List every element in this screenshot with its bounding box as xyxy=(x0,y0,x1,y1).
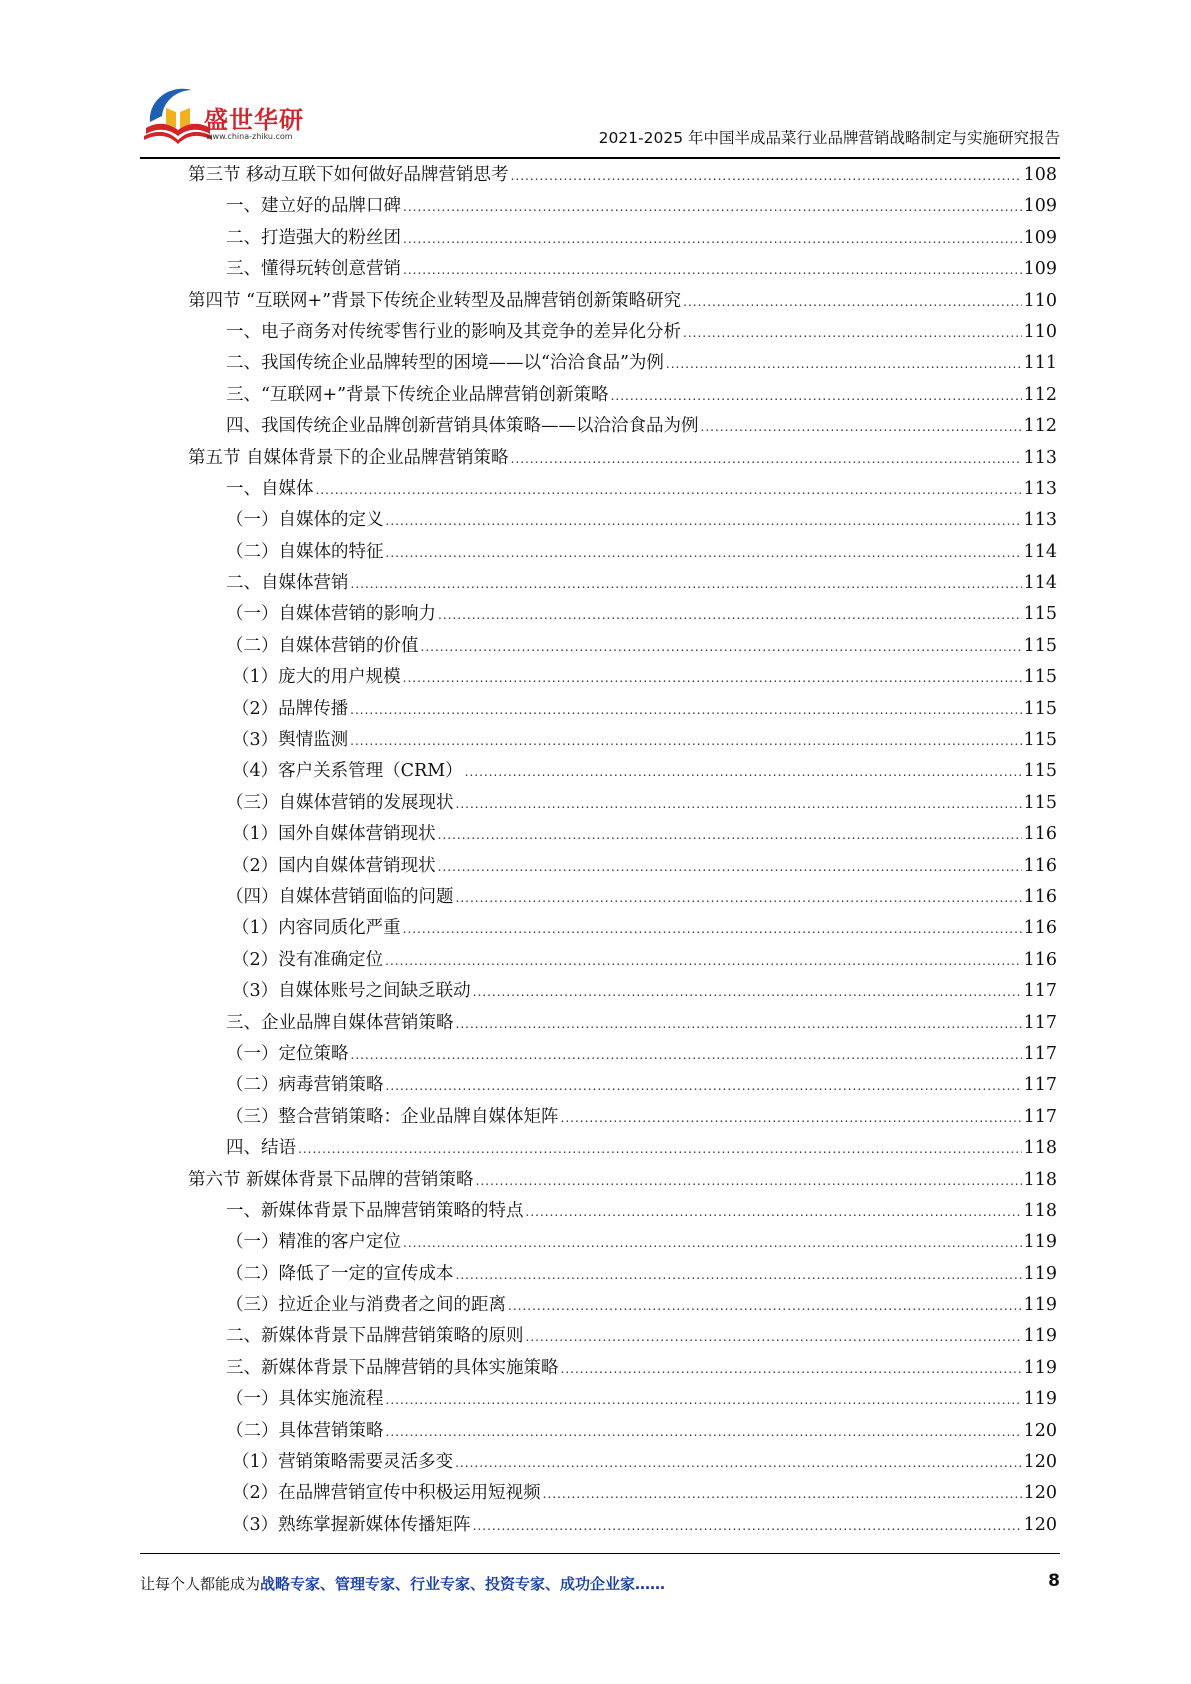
toc-entry-page: 119 xyxy=(1023,1295,1057,1316)
toc-entry[interactable] xyxy=(188,819,1057,850)
footer-slogan-prefix: 让每个人都能成为 xyxy=(140,1575,261,1593)
toc-entry[interactable] xyxy=(188,443,1057,474)
toc-entry-label: 三、“互联网+”背景下传统企业品牌营销创新策略 xyxy=(226,384,609,405)
toc-entry-label: （一）定位策略 xyxy=(226,1043,349,1064)
toc-dot-leader xyxy=(316,475,1022,506)
toc-dot-leader xyxy=(438,600,1022,631)
toc-entry[interactable] xyxy=(188,317,1057,348)
toc-entry[interactable] xyxy=(188,474,1057,505)
toc-entry[interactable] xyxy=(188,505,1057,536)
toc-entry-page: 117 xyxy=(1023,981,1057,1002)
toc-entry[interactable] xyxy=(188,599,1057,630)
toc-dot-leader xyxy=(386,1417,1022,1448)
toc-dot-leader xyxy=(351,1040,1022,1071)
toc-entry[interactable] xyxy=(188,191,1057,222)
toc-entry-page: 116 xyxy=(1023,918,1057,939)
report-title: 2021-2025 年中国半成品菜行业品牌营销战略制定与实施研究报告 xyxy=(598,129,1060,147)
footer-divider xyxy=(140,1553,1060,1554)
toc-entry-label: 一、建立好的品牌口碑 xyxy=(226,196,401,217)
footer-slogan xyxy=(140,1573,665,1594)
toc-entry[interactable] xyxy=(188,788,1057,819)
toc-entry-page: 117 xyxy=(1023,1075,1057,1096)
toc-entry[interactable] xyxy=(188,1165,1057,1196)
toc-dot-leader xyxy=(456,789,1022,820)
toc-entry[interactable] xyxy=(188,1039,1057,1070)
toc-dot-leader xyxy=(456,1260,1022,1291)
toc-dot-leader xyxy=(403,1228,1022,1259)
toc-dot-leader xyxy=(350,695,1021,726)
toc-entry-label: （3）自媒体账号之间缺乏联动 xyxy=(232,981,471,1002)
toc-dot-leader xyxy=(350,726,1021,757)
toc-entry-label: 一、电子商务对传统零售行业的影响及其竞争的差异化分析 xyxy=(226,321,681,342)
toc-entry-label: 第四节 “互联网+”背景下传统企业转型及品牌营销创新策略研究 xyxy=(188,290,682,311)
toc-entry-label: （三）自媒体营销的发展现状 xyxy=(226,792,454,813)
toc-dot-leader xyxy=(701,412,1022,443)
toc-dot-leader xyxy=(403,224,1022,255)
toc-entry-page: 114 xyxy=(1023,573,1057,594)
toc-entry-page: 115 xyxy=(1023,604,1057,625)
toc-entry-label: 二、我国传统企业品牌转型的困境——以“洽洽食品”为例 xyxy=(226,353,664,374)
toc-entry-page: 108 xyxy=(1023,165,1057,185)
toc-entry[interactable] xyxy=(188,976,1057,1007)
toc-entry-page: 115 xyxy=(1023,792,1057,813)
toc-entry[interactable] xyxy=(188,160,1057,191)
toc-entry-label: （二）自媒体营销的价值 xyxy=(226,635,419,656)
toc-dot-leader xyxy=(456,1009,1022,1040)
toc-entry-page: 114 xyxy=(1023,541,1057,562)
toc-entry-label: （一）具体实施流程 xyxy=(226,1389,384,1410)
toc-dot-leader xyxy=(298,1134,1022,1165)
toc-entry[interactable] xyxy=(188,1384,1057,1415)
toc-entry[interactable] xyxy=(188,568,1057,599)
toc-entry-page: 120 xyxy=(1023,1420,1057,1441)
toc-entry-page: 117 xyxy=(1023,1012,1057,1033)
toc-dot-leader xyxy=(421,632,1022,663)
toc-entry-label: （2）品牌传播 xyxy=(232,698,349,719)
toc-entry-page: 113 xyxy=(1023,478,1057,499)
toc-entry-page: 116 xyxy=(1023,855,1057,876)
toc-entry-page: 120 xyxy=(1023,1483,1057,1504)
toc-entry-page: 115 xyxy=(1023,667,1057,688)
toc-entry-page: 119 xyxy=(1023,1232,1057,1253)
toc-entry-label: （一）自媒体的定义 xyxy=(226,510,384,531)
toc-entry[interactable] xyxy=(188,1447,1057,1478)
toc-entry-label: （1）庞大的用户规模 xyxy=(232,667,401,688)
toc-entry-label: （1）营销策略需要灵活多变 xyxy=(232,1452,454,1473)
toc-entry-label: （二）自媒体的特征 xyxy=(226,541,384,562)
toc-dot-leader xyxy=(403,914,1022,945)
toc-entry-page: 117 xyxy=(1023,1106,1057,1127)
toc-entry-label: （二）降低了一定的宣传成本 xyxy=(226,1263,454,1284)
toc-dot-leader xyxy=(351,569,1022,600)
footer-slogan-highlight: 战略专家、管理专家、行业专家、投资专家、成功企业家…… xyxy=(260,1575,666,1593)
toc-dot-leader xyxy=(456,883,1022,914)
toc-entry-label: （三）整合营销策略：企业品牌自媒体矩阵 xyxy=(226,1106,559,1127)
toc-entry-label: 第六节 新媒体背景下品牌的营销策略 xyxy=(188,1169,474,1190)
toc-entry-page: 115 xyxy=(1023,698,1057,719)
toc-entry[interactable] xyxy=(188,348,1057,379)
toc-dot-leader xyxy=(561,1354,1022,1385)
toc-entry-label: （3）舆情监测 xyxy=(232,730,349,751)
toc-entry[interactable] xyxy=(188,411,1057,442)
toc-entry-label: 四、结语 xyxy=(226,1138,296,1159)
toc-entry-page: 119 xyxy=(1023,1357,1057,1378)
toc-entry-page: 116 xyxy=(1023,824,1057,845)
toc-entry-page: 118 xyxy=(1023,1200,1057,1221)
toc-entry-page: 115 xyxy=(1023,730,1057,751)
toc-entry-page: 113 xyxy=(1023,447,1057,468)
toc-entry-page: 115 xyxy=(1023,761,1057,782)
toc-entry[interactable] xyxy=(188,694,1057,725)
toc-entry-label: 三、企业品牌自媒体营销策略 xyxy=(226,1012,454,1033)
toc-entry-label: （2）国内自媒体营销现状 xyxy=(232,855,436,876)
toc-dot-leader xyxy=(473,977,1022,1008)
toc-entry[interactable] xyxy=(188,913,1057,944)
toc-entry-label: （四）自媒体营销面临的问题 xyxy=(226,886,454,907)
toc-dot-leader xyxy=(476,1166,1022,1197)
toc-dot-leader xyxy=(403,255,1022,286)
toc-dot-leader xyxy=(526,1197,1022,1228)
toc-entry[interactable] xyxy=(188,223,1057,254)
toc-entry[interactable] xyxy=(188,1008,1057,1039)
toc-entry-label: （3）熟练掌握新媒体传播矩阵 xyxy=(232,1514,471,1535)
page-number: 8 xyxy=(1048,1571,1060,1591)
toc-entry[interactable] xyxy=(188,537,1057,568)
toc-dot-leader xyxy=(403,663,1022,694)
toc-dot-leader xyxy=(526,1322,1022,1353)
toc-entry-label: （三）拉近企业与消费者之间的距离 xyxy=(226,1295,506,1316)
toc-entry[interactable] xyxy=(188,1196,1057,1227)
toc-entry-page: 110 xyxy=(1023,321,1057,342)
toc-entry-label: 第三节 移动互联下如何做好品牌营销思考 xyxy=(188,165,509,185)
toc-dot-leader xyxy=(386,1071,1022,1102)
toc-entry[interactable] xyxy=(188,1290,1057,1321)
toc-entry[interactable] xyxy=(188,1070,1057,1101)
toc-dot-leader xyxy=(465,757,1022,788)
toc-entry-label: 一、自媒体 xyxy=(226,478,314,499)
toc-entry-label: 一、新媒体背景下品牌营销策略的特点 xyxy=(226,1200,524,1221)
toc-entry[interactable] xyxy=(188,286,1057,317)
toc-entry-label: （1）内容同质化严重 xyxy=(232,918,401,939)
header-divider xyxy=(140,157,1060,159)
toc-dot-leader xyxy=(473,1511,1022,1542)
toc-dot-leader xyxy=(683,287,1021,318)
toc-entry-label: （二）具体营销策略 xyxy=(226,1420,384,1441)
toc-entry-label: 三、新媒体背景下品牌营销的具体实施策略 xyxy=(226,1357,559,1378)
toc-entry[interactable] xyxy=(188,380,1057,411)
toc-entry-page: 111 xyxy=(1023,353,1057,374)
toc-dot-leader xyxy=(438,820,1022,851)
toc-entry[interactable] xyxy=(188,1416,1057,1447)
toc-entry[interactable] xyxy=(188,254,1057,285)
toc-entry-page: 118 xyxy=(1023,1138,1057,1159)
toc-entry-page: 120 xyxy=(1023,1514,1057,1535)
toc-dot-leader xyxy=(666,349,1022,380)
toc-dot-leader xyxy=(385,946,1021,977)
toc-entry-page: 115 xyxy=(1023,635,1057,656)
toc-entry[interactable] xyxy=(188,1102,1057,1133)
toc-entry[interactable] xyxy=(188,1133,1057,1164)
toc-dot-leader xyxy=(543,1479,1022,1510)
toc-entry-label: 二、自媒体营销 xyxy=(226,573,349,594)
logo xyxy=(140,80,310,150)
toc-entry-page: 110 xyxy=(1023,290,1057,311)
toc-entry-page: 112 xyxy=(1023,416,1057,437)
toc-entry-label: 二、打造强大的粉丝团 xyxy=(226,227,401,248)
logo-url: www.china-zhiku.com xyxy=(206,132,293,141)
toc-entry[interactable] xyxy=(188,945,1057,976)
toc-entry-page: 117 xyxy=(1023,1043,1057,1064)
toc-dot-leader xyxy=(403,192,1022,223)
toc-entry[interactable] xyxy=(188,725,1057,756)
toc-dot-leader xyxy=(508,1291,1022,1322)
toc-entry-label: （一）自媒体营销的影响力 xyxy=(226,604,436,625)
toc-dot-leader xyxy=(386,506,1022,537)
toc-entry-page: 109 xyxy=(1023,259,1057,280)
toc-entry-page: 119 xyxy=(1023,1389,1057,1410)
toc-dot-leader xyxy=(386,1385,1022,1416)
toc-entry[interactable] xyxy=(188,851,1057,882)
toc-entry[interactable] xyxy=(188,1478,1057,1509)
toc-entry-label: 三、懂得玩转创意营销 xyxy=(226,259,401,280)
toc-entry-label: 二、新媒体背景下品牌营销策略的原则 xyxy=(226,1326,524,1347)
toc-entry[interactable] xyxy=(188,756,1057,787)
toc-entry-page: 109 xyxy=(1023,227,1057,248)
logo-name: 盛世华研 xyxy=(204,106,304,134)
toc-entry-page: 109 xyxy=(1023,196,1057,217)
toc-entry[interactable] xyxy=(188,631,1057,662)
page-header xyxy=(140,80,1060,158)
toc-entry[interactable] xyxy=(188,1259,1057,1290)
toc-entry-label: （二）病毒营销策略 xyxy=(226,1075,384,1096)
table-of-contents xyxy=(188,160,1057,1541)
toc-entry-label: （1）国外自媒体营销现状 xyxy=(232,824,436,845)
toc-dot-leader xyxy=(511,161,1022,192)
toc-entry-label: （4）客户关系管理（CRM） xyxy=(232,761,463,782)
toc-entry-page: 119 xyxy=(1023,1326,1057,1347)
toc-entry-label: （2）在品牌营销宣传中积极运用短视频 xyxy=(232,1483,541,1504)
toc-entry[interactable] xyxy=(188,1321,1057,1352)
toc-entry[interactable] xyxy=(188,882,1057,913)
toc-entry-page: 120 xyxy=(1023,1452,1057,1473)
toc-entry-label: 四、我国传统企业品牌创新营销具体策略——以洽洽食品为例 xyxy=(226,416,699,437)
toc-entry-page: 118 xyxy=(1023,1169,1057,1190)
toc-entry-page: 113 xyxy=(1023,510,1057,531)
toc-entry-label: （一）精准的客户定位 xyxy=(226,1232,401,1253)
toc-entry-page: 116 xyxy=(1023,949,1057,970)
toc-entry-label: 第五节 自媒体背景下的企业品牌营销策略 xyxy=(188,447,509,468)
toc-entry[interactable] xyxy=(188,1353,1057,1384)
toc-entry[interactable] xyxy=(188,1227,1057,1258)
toc-dot-leader xyxy=(561,1103,1022,1134)
toc-dot-leader xyxy=(438,852,1022,883)
toc-entry-page: 112 xyxy=(1023,384,1057,405)
toc-dot-leader xyxy=(683,318,1022,349)
toc-entry-page: 119 xyxy=(1023,1263,1057,1284)
toc-dot-leader xyxy=(611,381,1022,412)
toc-entry[interactable] xyxy=(188,1510,1057,1541)
toc-entry-label: （2）没有准确定位 xyxy=(232,949,384,970)
toc-dot-leader xyxy=(455,1448,1021,1479)
toc-dot-leader xyxy=(511,444,1022,475)
toc-dot-leader xyxy=(386,538,1022,569)
toc-entry-page: 116 xyxy=(1023,886,1057,907)
toc-entry[interactable] xyxy=(188,662,1057,693)
